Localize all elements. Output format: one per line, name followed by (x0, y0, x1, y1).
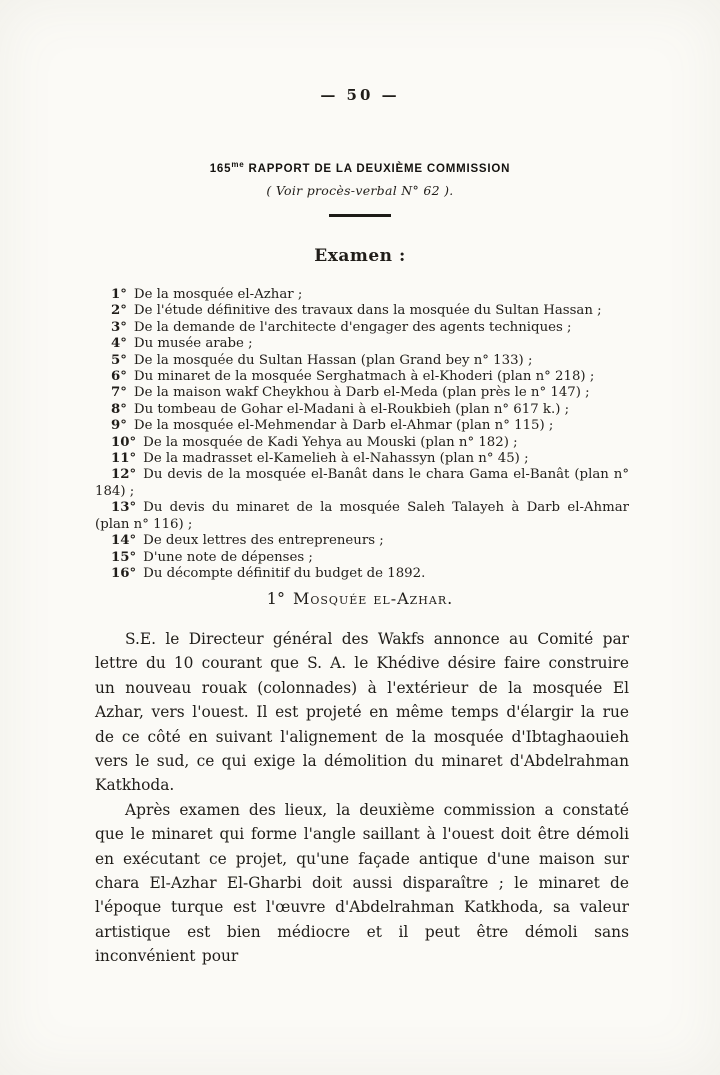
agenda-item-text: De la madrasset el-Kamelieh à el-Nahassyn (plan n° 45) ; (143, 451, 529, 467)
section-heading (0, 589, 720, 608)
agenda-item (95, 287, 629, 303)
agenda-item-number: 8° (111, 401, 127, 417)
agenda-item (95, 402, 629, 418)
agenda-item-number: 10° (111, 434, 137, 450)
agenda-item-number: 15° (111, 549, 137, 565)
agenda-item-number: 5° (111, 352, 127, 368)
report-title (0, 160, 720, 175)
agenda-item-text: De la mosquée de Kadi Yehya au Mouski (plan n° 182) ; (143, 434, 518, 450)
agenda-item-number: 2° (111, 303, 127, 319)
agenda-item-number: 12° (111, 467, 137, 483)
divider-rule (329, 214, 391, 217)
agenda-item (95, 418, 629, 434)
section-title: Mosquée el-Azhar. (292, 589, 454, 608)
report-title-number: 165 (209, 162, 232, 175)
agenda-item-number: 3° (111, 319, 127, 335)
agenda-item-number: 14° (111, 533, 137, 549)
agenda-item-number: 13° (111, 500, 137, 516)
agenda-item-number: 9° (111, 418, 127, 434)
report-header (0, 160, 720, 217)
section-number: 1° (266, 589, 285, 608)
agenda-item (95, 435, 629, 451)
agenda-item-text: Du devis de la mosquée el-Banât dans le chara Gama el-Banât (plan n° 184) ; (95, 467, 629, 499)
agenda-item (95, 550, 629, 566)
paragraph: S.E. le Directeur général des Wakfs annonce au Comité par lettre du 10 courant que S. A. le Khédive désire faire construire un nouveau rouak (colonnades) à l'extérieur de la mosquée El Azhar, vers l'ouest. Il est projeté en même temps d'élargir la rue de ce côté en suivant l'alignement de la mosquée d'Ibtaghaouieh vers le sud, ce qui exige la démolition du minaret d'Abdelrahman Katkhoda. (95, 630, 629, 795)
agenda-item-text: Du tombeau de Gohar el-Madani à el-Roukbieh (plan n° 617 k.) ; (133, 401, 570, 417)
agenda-item-text: De deux lettres des entrepreneurs ; (143, 533, 384, 549)
agenda-list (95, 287, 629, 582)
agenda-item (95, 353, 629, 369)
agenda-item-text: De la demande de l'architecte d'engager des agents techniques ; (133, 319, 572, 335)
agenda-item-number: 16° (111, 565, 137, 581)
agenda-item-text: De l'étude définitive des travaux dans la mosquée du Sultan Hassan ; (133, 303, 602, 319)
agenda-item-number: 7° (111, 385, 127, 401)
agenda-item (95, 303, 629, 319)
agenda-item-text: De la mosquée el-Mehmendar à Darb el-Ahmar (plan n° 115) ; (133, 418, 554, 434)
agenda-item-text: Du minaret de la mosquée Serghatmach à el-Khoderi (plan n° 218) ; (133, 369, 595, 385)
agenda-item (95, 533, 629, 549)
report-title-text: RAPPORT DE LA DEUXIÈME COMMISSION (244, 162, 511, 175)
agenda-item (95, 451, 629, 467)
examen-heading: Examen : (314, 246, 406, 266)
agenda-item-text: Du musée arabe ; (133, 336, 253, 352)
agenda-item-text: D'une note de dépenses ; (143, 549, 313, 565)
agenda-item (95, 500, 629, 533)
agenda-item-text: De la mosquée el-Azhar ; (133, 287, 303, 302)
agenda-item-number: 4° (111, 336, 127, 352)
agenda-item-text: De la maison wakf Cheykhou à Darb el-Meda (plan près le n° 147) ; (133, 385, 590, 401)
page-number: — 50 — (320, 86, 400, 104)
agenda-item-text: Du devis du minaret de la mosquée Saleh Talayeh à Darb el-Ahmar (plan n° 116) ; (95, 500, 629, 532)
agenda-item (95, 385, 629, 401)
agenda-item (95, 369, 629, 385)
body-text (95, 627, 629, 969)
agenda-item-number: 1° (111, 287, 127, 302)
agenda-item-text: De la mosquée du Sultan Hassan (plan Grand bey n° 133) ; (133, 352, 533, 368)
report-subtitle: ( Voir procès-verbal N° 62 ). (266, 182, 454, 198)
paragraph: Après examen des lieux, la deuxième commission a constaté que le minaret qui forme l'angle saillant à l'ouest doit être démoli en exécutant ce projet, qu'une façade antique d'une maison sur chara El-Azhar El-Gharbi doit aussi disparaître ; le minaret de l'époque turque est l'œuvre d'Abdelrahman Katkhoda, sa valeur artistique est bien médiocre et il peut être démoli sans inconvénient pour (95, 800, 629, 966)
agenda-item-number: 6° (111, 369, 127, 385)
agenda-item (95, 467, 629, 500)
agenda-item (95, 320, 629, 336)
agenda-item-number: 11° (111, 451, 137, 467)
report-title-ordinal-suffix: me (231, 160, 245, 169)
agenda-item-text: Du décompte définitif du budget de 1892. (143, 565, 426, 581)
agenda-item (95, 336, 629, 352)
agenda-item (95, 566, 629, 582)
